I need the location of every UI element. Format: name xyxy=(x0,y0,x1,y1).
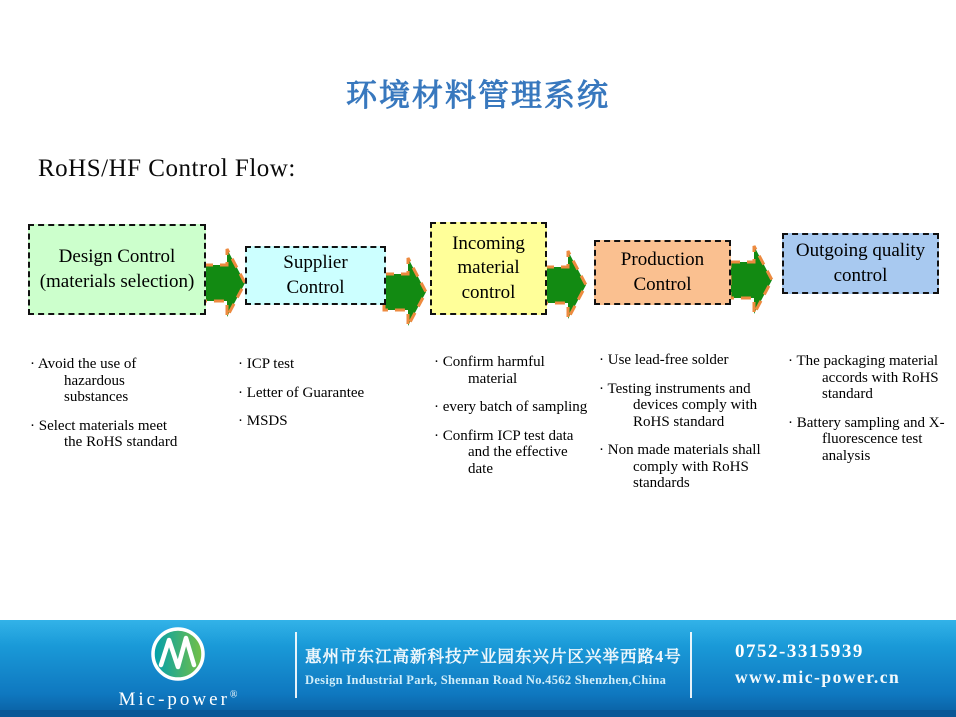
footer-bottom-strip xyxy=(0,710,956,717)
logo-name: Mic-power xyxy=(118,689,230,710)
mic-power-logo-icon xyxy=(149,625,207,683)
page-title: 环境材料管理系统 xyxy=(346,78,610,114)
note-item: · Testing instruments and devices comply with RoHS standard xyxy=(599,381,773,431)
note-item: · Select materials meet the RoHS standard xyxy=(30,418,182,451)
flow-box-supplier-control: Supplier Control xyxy=(245,246,386,305)
notes-design-control xyxy=(30,356,182,463)
flow-box-incoming-material-control: Incoming material control xyxy=(430,222,547,315)
note-item: · ICP test xyxy=(238,356,426,373)
flow-box-production-control: Production Control xyxy=(594,240,731,305)
notes-outgoing-quality xyxy=(788,353,956,476)
flow-arrow-icon xyxy=(541,245,589,325)
note-item: · The packaging material accords with RoHS standard xyxy=(788,353,956,403)
note-item: · Use lead-free solder xyxy=(599,352,773,369)
phone-number: 0752-3315939 xyxy=(735,641,864,662)
registered-mark: ® xyxy=(229,689,238,701)
website-url: www.mic-power.cn xyxy=(735,667,901,687)
notes-supplier-control xyxy=(238,356,426,442)
flow-arrow-icon xyxy=(200,243,248,323)
address-chinese: 惠州市东江高新科技产业园东兴片区兴举西路4号 xyxy=(305,647,682,666)
logo-wordmark xyxy=(92,689,264,711)
note-item: · Confirm ICP test data and the effective date xyxy=(434,428,592,478)
note-item: · Avoid the use of hazardous substances xyxy=(30,356,182,406)
notes-incoming-material xyxy=(434,354,592,489)
address-english: Design Industrial Park, Shennan Road No.4562 Shenzhen,China xyxy=(305,673,667,687)
note-item: · MSDS xyxy=(238,413,426,430)
footer-divider xyxy=(295,632,297,698)
flow-box-outgoing-quality-control: Outgoing quality control xyxy=(782,233,939,294)
note-item: · Confirm harmful material xyxy=(434,354,592,387)
footer-divider xyxy=(690,632,692,698)
company-logo xyxy=(92,625,264,711)
note-item: · every batch of sampling xyxy=(434,399,592,416)
footer-address xyxy=(305,643,683,688)
footer-contact xyxy=(735,641,900,688)
note-item: · Non made materials shall comply with RoHS standards xyxy=(599,442,773,492)
note-item: · Battery sampling and X-fluorescence test analysis xyxy=(788,415,956,465)
flow-arrow-icon xyxy=(381,252,429,332)
notes-production-control xyxy=(599,352,773,504)
note-item: · Letter of Guarantee xyxy=(238,385,426,402)
flow-heading: RoHS/HF Control Flow: xyxy=(38,155,296,182)
flow-arrow-icon xyxy=(727,240,775,320)
flow-box-design-control: Design Control (materials selection) xyxy=(28,224,206,315)
